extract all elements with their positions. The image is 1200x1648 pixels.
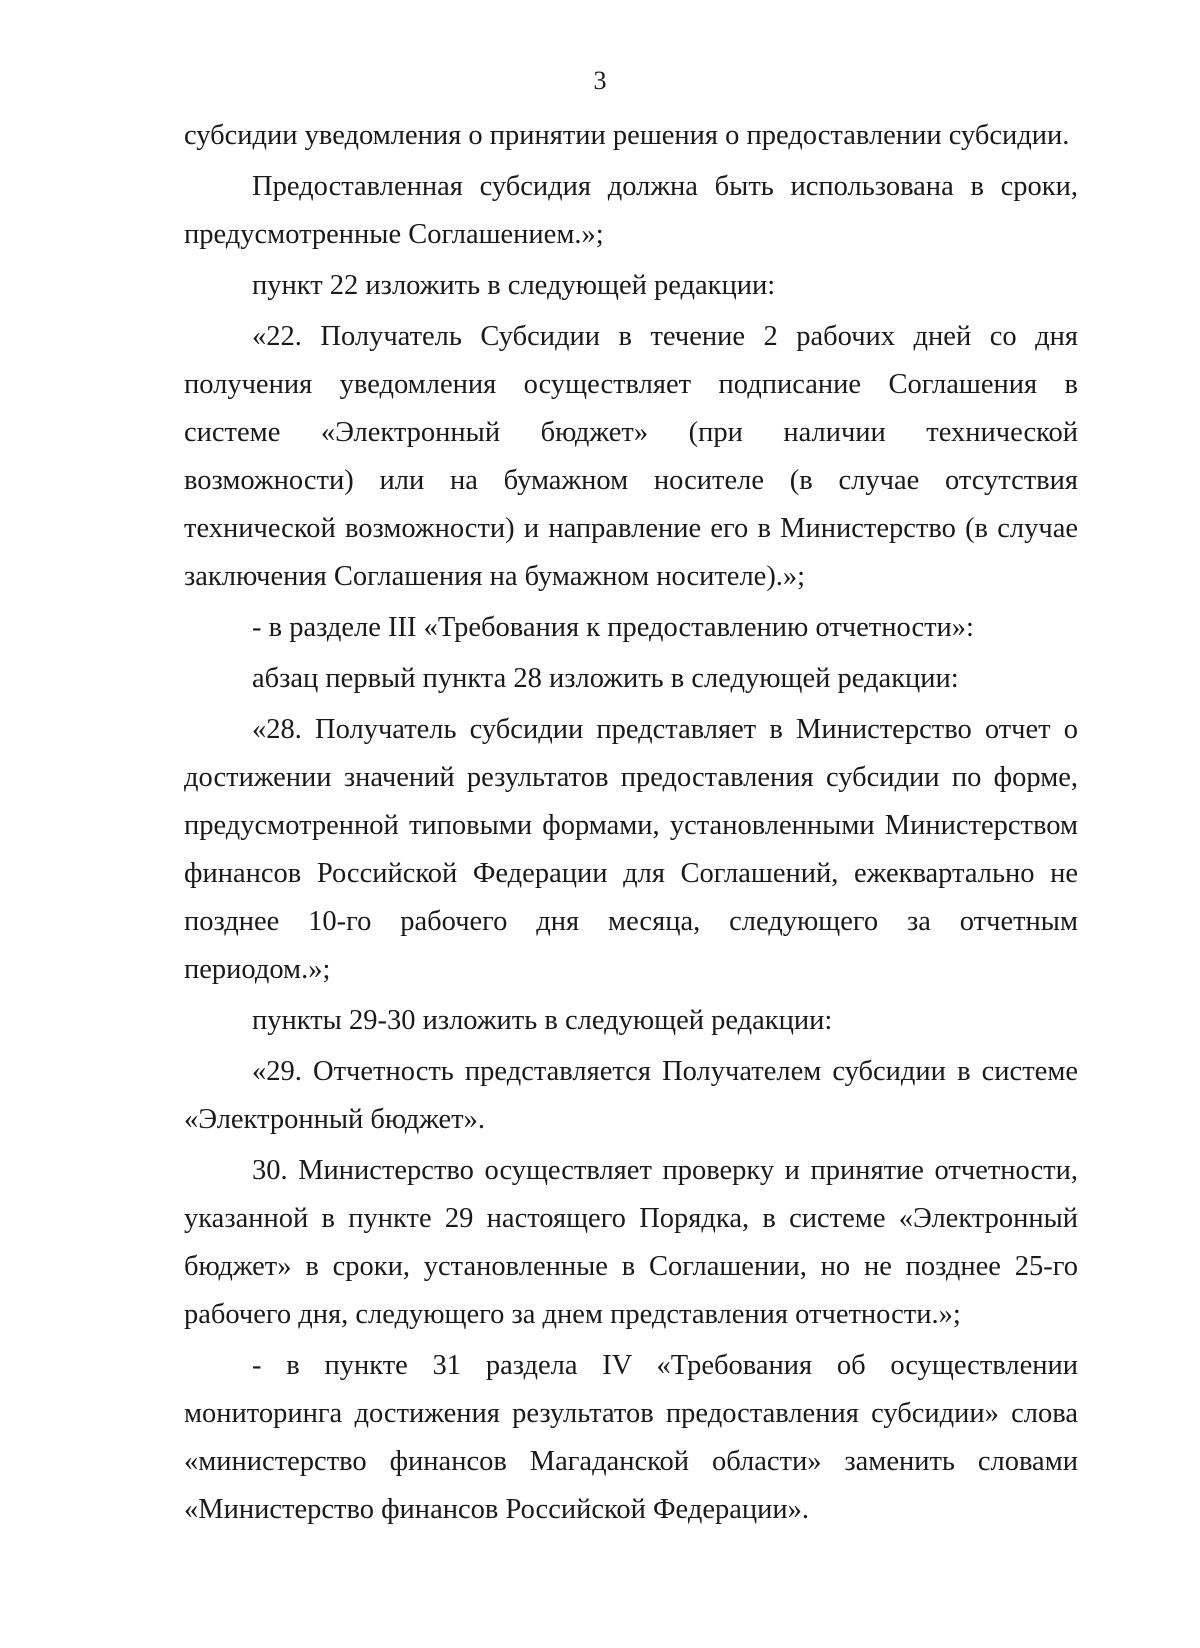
paragraph-8: пункты 29-30 изложить в следующей редакции: (252, 1005, 833, 1036)
paragraph-10: 30. Министерство осуществляет проверку и принятие отчетности, указанной в пункте 29 настоящего Порядка, в системе «Электронный бюджет» в сроки, установленные в Соглашении, но не позднее 25-го рабочего дня, следующего за днем представления отчетности.»; (184, 1155, 1078, 1330)
paragraph-7: «28. Получатель субсидии представляет в Министерство отчет о достижении значений результатов предоставления субсидии по форме, предусмотренной типовыми формами, установленными Министерством финансов Российской Федерации для Соглашений, ежеквартально не позднее 10-го рабочего дня месяца, следующего за отчетным периодом.»; (184, 714, 1078, 985)
page-number: 3 (593, 66, 607, 95)
paragraph-4: «22. Получатель Субсидии в течение 2 рабочих дней со дня получения уведомления осуществляет подписание Соглашения в системе «Электронный бюджет» (при наличии технической возможности) или на бумажном носителе (в случае отсутствия технической возможности) и направление его в Министерство (в случае заключения Соглашения на бумажном носителе).»; (184, 321, 1078, 592)
paragraph-5: - в разделе III «Требования к предоставлению отчетности»: (252, 612, 974, 643)
paragraph-3: пункт 22 изложить в следующей редакции: (252, 270, 776, 301)
paragraph-9: «29. Отчетность представляется Получателем субсидии в системе «Электронный бюджет». (184, 1056, 1078, 1135)
paragraph-11: - в пункте 31 раздела IV «Требования об осуществлении мониторинга достижения результатов предоставления субсидии» слова «министерство финансов Магаданской области» заменить словами «Министерство финансов Российской Федерации». (184, 1350, 1078, 1525)
paragraph-6: абзац первый пункта 28 изложить в следующей редакции: (252, 663, 959, 694)
paragraph-2: Предоставленная субсидия должна быть использована в сроки, предусмотренные Соглашением.»; (184, 171, 1078, 250)
document-body (184, 112, 1078, 1534)
paragraph-1: субсидии уведомления о принятии решения о предоставлении субсидии. (184, 120, 1070, 151)
